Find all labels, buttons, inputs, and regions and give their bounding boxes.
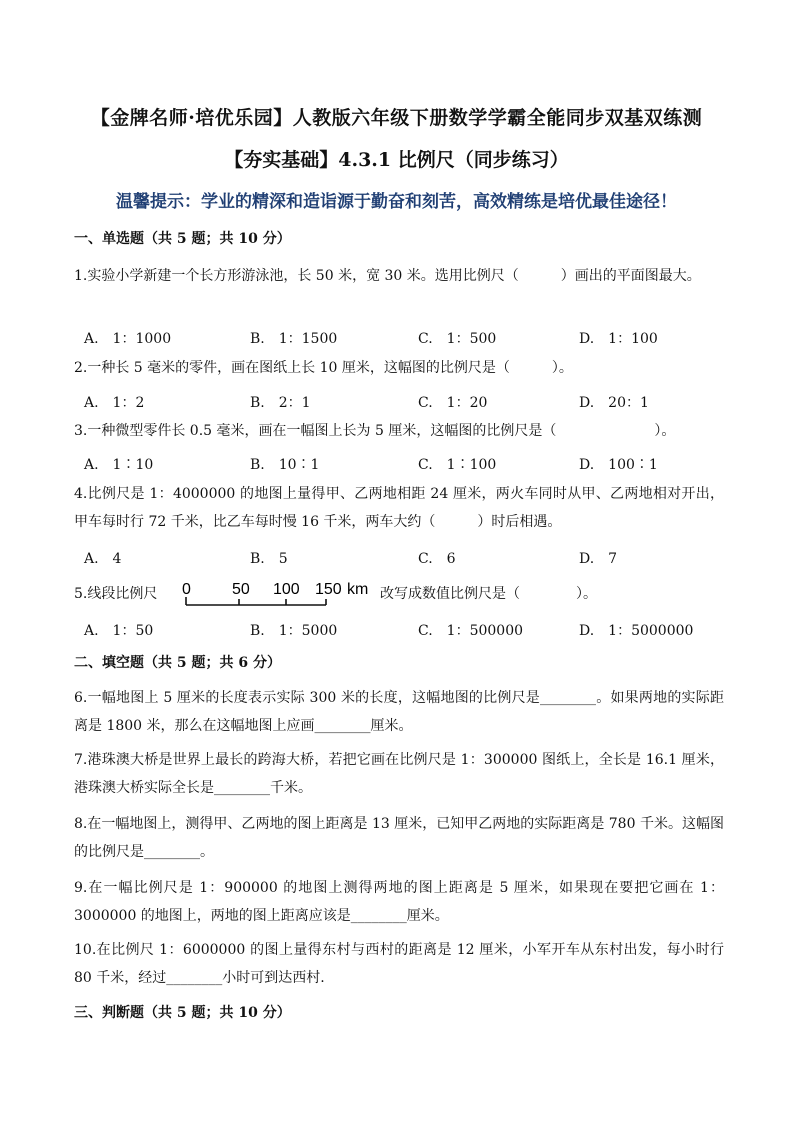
- question-4-options: [84, 548, 724, 568]
- option-b: B. 2：1: [250, 395, 311, 411]
- question-10: 10.在比例尺 1：6000000 的图上量得东村与西村的距离是 12 厘米，小军开车从东村出发，每小时行 80 千米，经过________小时可到达西村.: [74, 942, 724, 986]
- section-heading-single-choice: 一、单选题（共 5 题；共 10 分）: [74, 231, 291, 247]
- option-d: D. 1：100: [579, 331, 658, 347]
- scale-label-50: 50: [232, 581, 250, 598]
- scale-label-0: 0: [182, 581, 191, 598]
- option-b: B. 5: [250, 551, 288, 567]
- question-3: 3.一种微型零件长 0.5 毫米，画在一幅图上长为 5 厘米，这幅图的比例尺是（ ）。: [74, 423, 676, 439]
- section-heading-true-false: 三、判断题（共 5 题；共 10 分）: [74, 1005, 291, 1021]
- option-d: D. 7: [579, 551, 618, 567]
- option-d: D. 100∶1: [579, 457, 658, 473]
- page-subtitle: 【夯实基础】4.3.1 比例尺（同步练习）: [224, 149, 569, 171]
- option-a: A. 1：50: [84, 623, 154, 639]
- question-3-options: [84, 454, 724, 474]
- question-2: 2.一种长 5 毫米的零件，画在图纸上长 10 厘米，这幅图的比例尺是（ ）。: [74, 360, 573, 376]
- question-5-options: [84, 620, 724, 640]
- option-a: A. 1：2: [84, 395, 145, 411]
- question-1-options: [84, 328, 724, 348]
- option-c: C. 6: [418, 551, 456, 567]
- page-title: 【金牌名师·培优乐园】人教版六年级下册数学学霸全能同步双基双练测: [90, 107, 703, 129]
- scale-label-unit: km: [347, 581, 369, 598]
- question-5-text-after: 改写成数值比例尺是（ ）。: [380, 586, 597, 602]
- option-b: B. 1：1500: [250, 331, 338, 347]
- question-7: 7.港珠澳大桥是世界上最长的跨海大桥，若把它画在比例尺是 1：300000 图纸上，全长是 16.1 厘米，港珠澳大桥实际全长是________千米。: [74, 752, 724, 796]
- option-a: A. 4: [84, 551, 122, 567]
- option-c: C. 1∶100: [418, 457, 497, 473]
- section-heading-fill-blank: 二、填空题（共 5 题；共 6 分）: [74, 655, 281, 671]
- option-c: C. 1：20: [418, 395, 488, 411]
- line-scale-figure: [182, 578, 374, 612]
- option-a: A. 1：1000: [84, 331, 172, 347]
- question-1: 1.实验小学新建一个长方形游泳池，长 50 米，宽 30 米。选用比例尺（ ）画出的平面图最大。: [74, 268, 701, 284]
- option-b: B. 10∶1: [250, 457, 320, 473]
- option-d: D. 1：5000000: [579, 623, 694, 639]
- question-6: 6.一幅地图上 5 厘米的长度表示实际 300 米的长度，这幅地图的比例尺是________。如果两地的实际距离是 1800 米，那么在这幅地图上应画________厘米。: [74, 690, 724, 734]
- option-c: C. 1：500000: [418, 623, 524, 639]
- question-4: 4.比例尺是 1：4000000 的地图上量得甲、乙两地相距 24 厘米，两火车同时从甲、乙两地相对开出，甲车每时行 72 千米，比乙车每时慢 16 千米，两车大约（ ）时后相遇。: [74, 486, 724, 530]
- question-8: 8.在一幅地图上，测得甲、乙两地的图上距离是 13 厘米，已知甲乙两地的实际距离是 780 千米。这幅图的比例尺是________。: [74, 816, 724, 860]
- scale-label-150: 150: [315, 581, 342, 598]
- tip-text: 温馨提示：学业的精深和造诣源于勤奋和刻苦，高效精练是培优最佳途径！: [116, 192, 677, 212]
- question-9: 9.在一幅比例尺是 1：900000 的地图上测得两地的图上距离是 5 厘米，如果现在要把它画在 1：3000000 的地图上，两地的图上距离应该是________厘米。: [74, 880, 724, 924]
- option-c: C. 1：500: [418, 331, 497, 347]
- question-5-text-before: 5.线段比例尺: [74, 586, 158, 602]
- option-d: D. 20：1: [579, 395, 649, 411]
- option-b: B. 1：5000: [250, 623, 338, 639]
- question-2-options: [84, 392, 724, 412]
- option-a: A. 1∶10: [84, 457, 154, 473]
- scale-label-100: 100: [273, 581, 300, 598]
